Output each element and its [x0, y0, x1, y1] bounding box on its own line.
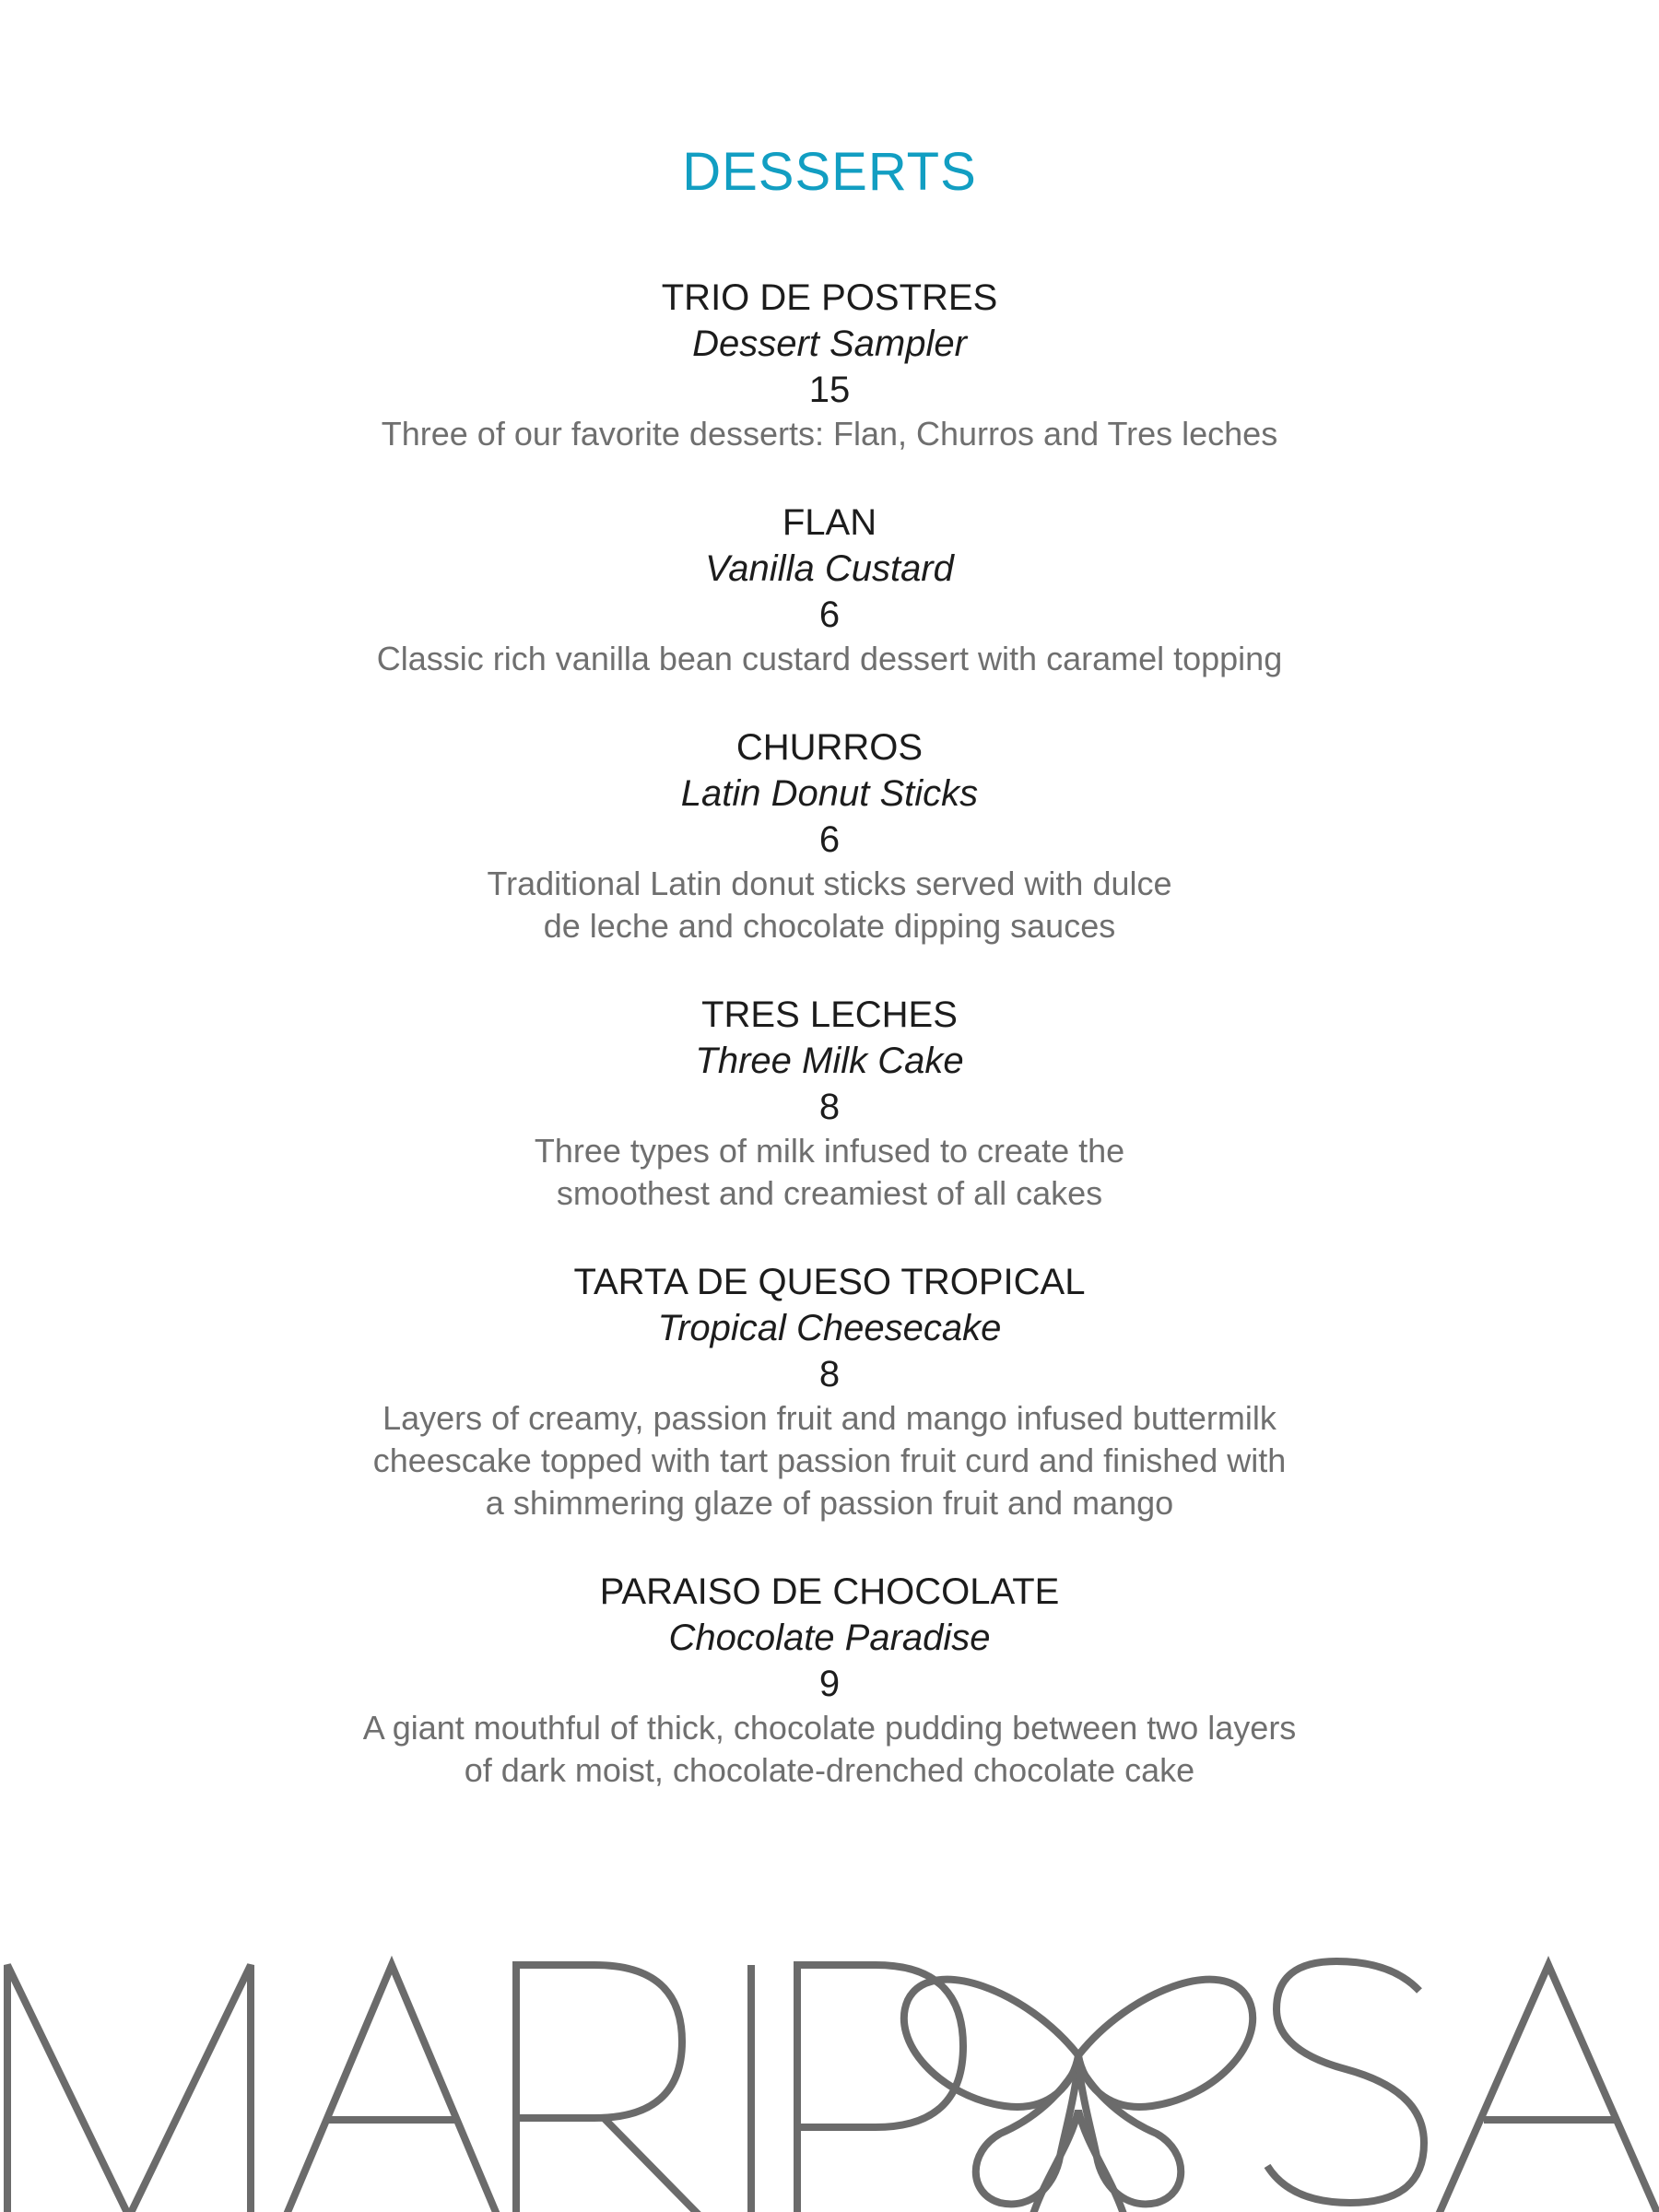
- menu-item: [0, 724, 1659, 947]
- item-name: CHURROS: [735, 727, 924, 768]
- item-subtitle: Chocolate Paradise: [668, 1618, 991, 1658]
- item-price: 9: [818, 1664, 841, 1704]
- item-description: Three of our favorite desserts: Flan, Churros and Tres leches: [381, 415, 1278, 453]
- item-subtitle: Three Milk Cake: [695, 1041, 964, 1081]
- item-subtitle: Latin Donut Sticks: [680, 773, 979, 814]
- item-price: 6: [818, 819, 841, 860]
- item-description: Traditional Latin donut sticks served with dulce: [487, 865, 1172, 902]
- item-name: PARAISO DE CHOCOLATE: [599, 1571, 1060, 1612]
- item-price: 15: [808, 370, 851, 410]
- item-price: 8: [818, 1087, 841, 1127]
- menu-item: [0, 500, 1659, 680]
- item-price: 8: [818, 1354, 841, 1394]
- menu-title: DESSERTS: [682, 142, 977, 202]
- item-description: A giant mouthful of thick, chocolate pudding between two layers: [362, 1709, 1297, 1747]
- item-description: Three types of milk infused to create the: [534, 1132, 1125, 1170]
- menu-item: [0, 1569, 1659, 1792]
- item-description: de leche and chocolate dipping sauces: [543, 907, 1116, 945]
- item-name: TRIO DE POSTRES: [661, 277, 998, 318]
- item-name: FLAN: [782, 502, 877, 543]
- item-subtitle: Dessert Sampler: [692, 324, 967, 364]
- item-description: Classic rich vanilla bean custard dessert with caramel topping: [376, 640, 1283, 677]
- menu-list: [0, 275, 1659, 1836]
- item-price: 6: [818, 594, 841, 635]
- menu-item: [0, 1259, 1659, 1524]
- item-name: TARTA DE QUESO TROPICAL: [573, 1262, 1086, 1302]
- item-description: of dark moist, chocolate-drenched chocolate cake: [464, 1751, 1195, 1789]
- item-description: Layers of creamy, passion fruit and mango infused buttermilk: [382, 1399, 1277, 1437]
- menu-item: [0, 992, 1659, 1215]
- item-description: smoothest and creamiest of all cakes: [556, 1174, 1103, 1212]
- item-subtitle: Tropical Cheesecake: [657, 1308, 1002, 1348]
- menu-item: [0, 275, 1659, 455]
- item-subtitle: Vanilla Custard: [705, 548, 954, 589]
- mariposa-logo: [0, 1936, 1659, 2212]
- item-description: cheescake topped with tart passion fruit curd and finished with: [372, 1441, 1287, 1479]
- item-description: a shimmering glaze of passion fruit and mango: [485, 1484, 1174, 1522]
- item-name: TRES LECHES: [701, 994, 958, 1035]
